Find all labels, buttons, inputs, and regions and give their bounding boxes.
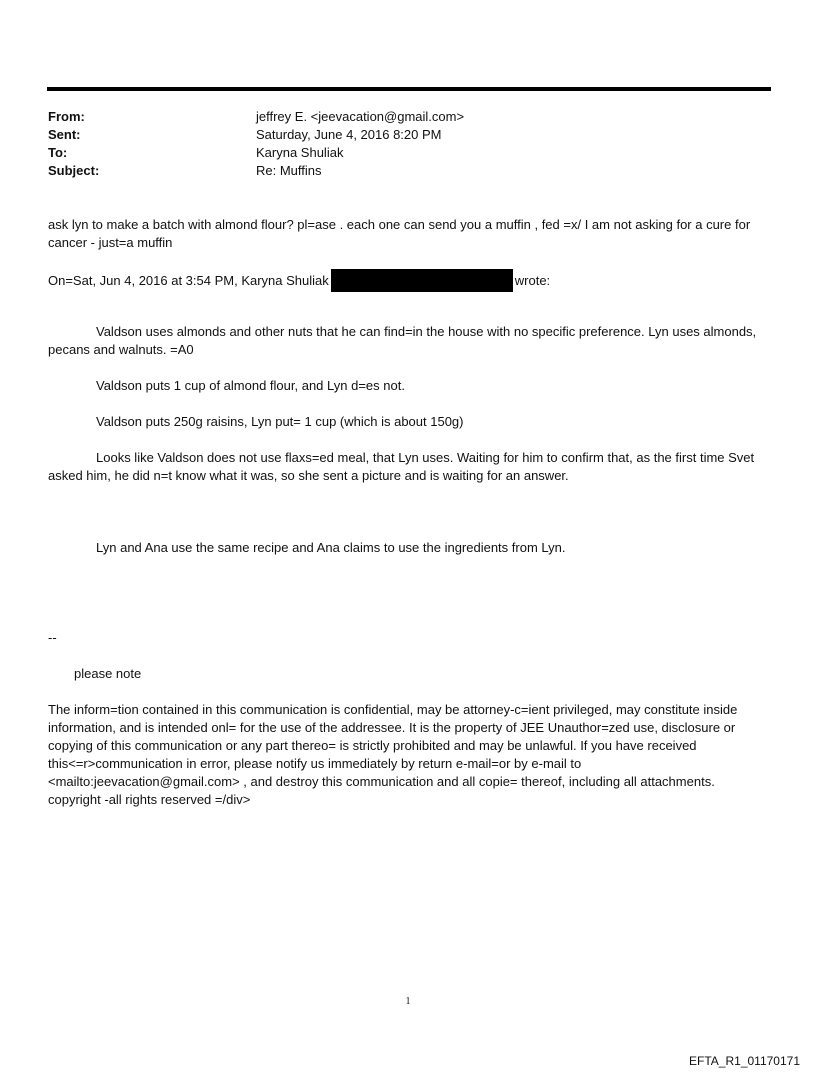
to-value: Karyna Shuliak (256, 145, 344, 160)
to-label: To: (48, 145, 68, 160)
sent-label: Sent: (48, 127, 81, 142)
paragraph-1: Valdson uses almonds and other nuts that he can find=in the house with no specific preference. Lyn uses almonds, pecans and walnuts. =A0 (48, 324, 757, 357)
to-row (48, 144, 768, 162)
note-heading: please note (74, 666, 142, 681)
page-number: 1 (405, 996, 411, 1007)
redaction-block (331, 269, 513, 292)
subject-value: Re: Muffins (256, 163, 322, 178)
reply-text: ask lyn to make a batch with almond flour? pl=ase . each one can send you a muffin , fed =x/ I am not asking for a cure for cancer - just=a muffin (48, 217, 751, 250)
sent-row (48, 126, 768, 144)
subject-row (48, 162, 768, 180)
confidentiality-disclaimer: The inform=tion contained in this communication is confidential, may be attorney-c=ient privileged, may constitute inside information, and is intended onl= for the use of the addressee. It is the property of JEE Unauthor=zed use, disclosure or copying of this communication or any part thereo= is strictly prohibited and may be unlawful. If you have received this<=r>communication in error, please notify us immediately by return e-mail=or by e-mail to <mailto:jeevacation@gmail.com> , and destroy this communication and all copie= thereof, including all attachments. copyright -all rights reserved =/div> (48, 702, 738, 807)
from-row (48, 108, 768, 126)
paragraph-3: Valdson puts 250g raisins, Lyn put= 1 cup (which is about 150g) (96, 414, 464, 429)
paragraph-2: Valdson puts 1 cup of almond flour, and Lyn d=es not. (96, 378, 405, 393)
paragraph-4: Looks like Valdson does not use flaxs=ed meal, that Lyn uses. Waiting for him to confirm that, as the first time Svet asked him, he did n=t know what it was, so she sent a picture and is waiting for an answer. (48, 450, 755, 483)
subject-label: Subject: (48, 163, 100, 178)
quote-intro-before: On=Sat, Jun 4, 2016 at 3:54 PM, Karyna Shuliak (48, 273, 329, 288)
sent-value: Saturday, June 4, 2016 8:20 PM (256, 127, 442, 142)
document-id: EFTA_R1_01170171 (689, 1054, 800, 1068)
quote-intro-after: wrote: (514, 273, 551, 288)
from-label: From: (48, 109, 85, 124)
header-rule (47, 87, 771, 91)
from-value: jeffrey E. <jeevacation@gmail.com> (256, 109, 465, 124)
quote-intro (48, 269, 768, 292)
signature-separator: -- (48, 630, 57, 645)
paragraph-5: Lyn and Ana use the same recipe and Ana claims to use the ingredients from Lyn. (96, 540, 566, 555)
email-header (48, 108, 768, 180)
